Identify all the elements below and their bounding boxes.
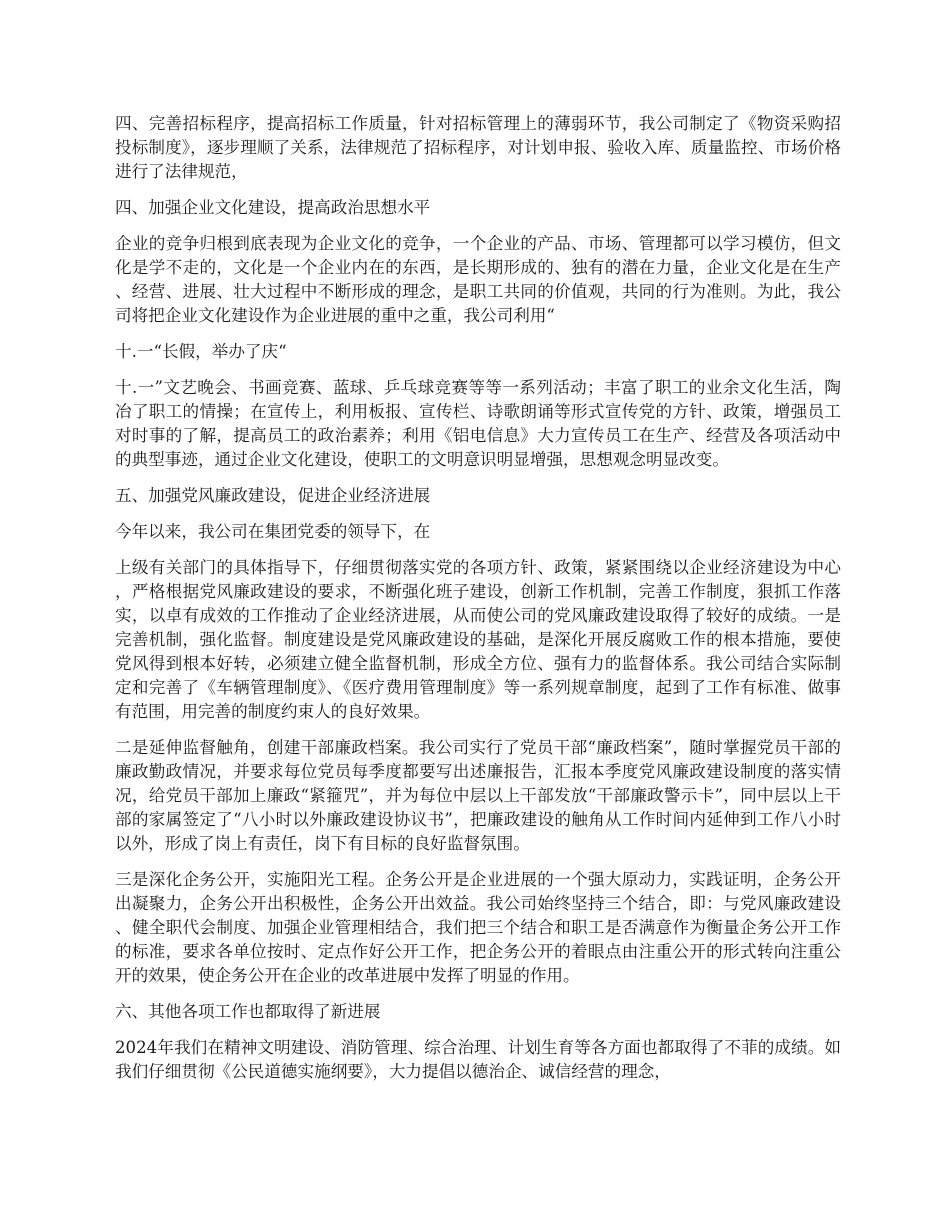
paragraph-cultural-activities: 十.一”文艺晚会、书画竞赛、蓝球、乒乓球竞赛等等一系列活动；丰富了职工的业余文化生活，陶冶了职工的情操；在宣传上，利用板报、宣传栏、诗歌朗诵等形式宣传党的方针、政策，增强员工对时事的了解，提高员工的政治素养；利用《铝电信息》大力宣传员工在生产、经营及各项活动中的典型事迹，通过企业文化建设，使职工的文明意识明显增强，思想观念明显改变。	[115, 378, 841, 469]
paragraph-bidding-procedure: 四、完善招标程序，提高招标工作质量，针对招标管理上的薄弱环节，我公司制定了《物资采购招投标制度》，逐步理顺了关系，法律规范了招标程序，对计划申报、验收入库、质量监控、市场价格进行了法律规范，	[115, 114, 841, 181]
paragraph-party-leadership: 今年以来，我公司在集团党委的领导下，在	[115, 522, 431, 541]
paragraph-national-day-holiday: 十.一“长假，举办了庆“	[115, 342, 287, 361]
paragraph-affairs-disclosure: 三是深化企务公开，实施阳光工程。企务公开是企业进展的一个强大原动力，实践证明，企务公开出凝聚力，企务公开出积极性，企务公开出效益。我公司始终坚持三个结合，即：与党风廉政建设、健全职代会制度、加强企业管理相结合，我们把三个结合和职工是否满意作为衡量企务公开工作的标准，要求各单位按时、定点作好公开工作，把企务公开的着眼点由注重公开的形式转向注重公开的效果，使企务公开在企业的改革进展中发挥了明显的作用。	[115, 870, 841, 985]
paragraph-achievements-2024: 2024年我们在精神文明建设、消防管理、综合治理、计划生育等各方面也都取得了不菲的成绩。如我们仔细贯彻《公民道德实施纲要》，大力提倡以德治企、诚信经营的理念，	[115, 1038, 841, 1081]
heading-corporate-culture: 四、加强企业文化建设，提高政治思想水平	[115, 198, 431, 217]
heading-other-progress: 六、其他各项工作也都取得了新进展	[115, 1002, 381, 1021]
paragraph-improve-mechanism: 上级有关部门的具体指导下，仔细贯彻落实党的各项方针、政策，紧紧围绕以企业经济建设为中心，严格根据党风廉政建设的要求，不断强化班子建设，创新工作机制，完善工作制度，狠抓工作落实，以卓有成效的工作推动了企业经济进展，从而使公司的党风廉政建设取得了较好的成绩。一是完善机制，强化监督。制度建设是党风廉政建设的基础，是深化开展反腐败工作的根本措施，要使党风得到根本好转，必须建立健全监督机制，形成全方位、强有力的监督体系。我公司结合实际制定和完善了《车辆管理制度》、《医疗费用管理制度》等一系列规章制度，起到了工作有标准、做事有范围，用完善的制度约束人的良好效果。	[115, 558, 841, 721]
heading-party-integrity: 五、加强党风廉政建设，促进企业经济进展	[115, 486, 431, 505]
paragraph-integrity-archives: 二是延伸监督触角，创建干部廉政档案。我公司实行了党员干部“廉政档案”，随时掌握党员干部的廉政勤政情况，并要求每位党员每季度都要写出述廉报告，汇报本季度党风廉政建设制度的落实情况，给党员干部加上廉政“紧箍咒”，并为每位中层以上干部发放“干部廉政警示卡”，同中层以上干部的家属签定了“八小时以外廉政建设协议书”，把廉政建设的触角从工作时间内延伸到工作八小时以外，形成了岗上有责任，岗下有目标的良好监督氛围。	[115, 738, 841, 853]
paragraph-corporate-culture: 企业的竞争归根到底表现为企业文化的竞争，一个企业的产品、市场、管理都可以学习模仿，但文化是学不走的，文化是一个企业内在的东西，是长期形成的、独有的潜在力量，企业文化是在生产、经营、进展、壮大过程中不断形成的理念，是职工共同的价值观，共同的行为准则。为此，我公司将把企业文化建设作为企业进展的重中之重，我公司利用“	[115, 234, 841, 325]
document-body	[115, 112, 841, 1096]
